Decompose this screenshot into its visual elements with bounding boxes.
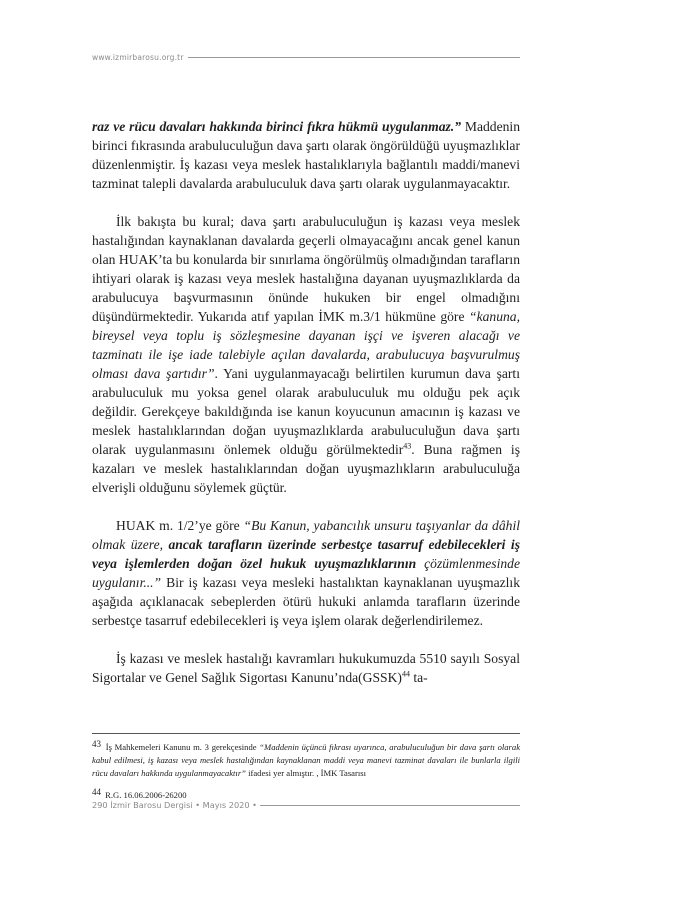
footnote-ref-44[interactable]: 44 xyxy=(401,669,410,679)
footnote-ref-43[interactable]: 43 xyxy=(403,441,412,451)
p1-text: Maddenin birinci fıkrasında arabuluculuğun dava şartı olarak öngörüldüğü uyuşmazlıklar düzenlenmiştir. İş kazası veya meslek hastalıklarıyla bağlantılı maddi/manevi tazminat talepli davalarda arabuluculuk dava şartı olarak uygulanmayacaktır. xyxy=(92,119,520,191)
footer-rule xyxy=(260,805,520,806)
p2-italic-quote: “kanuna, bireysel veya toplu iş sözleşmesine dayanan işçi ve işveren alacağı ve tazminatı ile işe iade talebiyle açılan davalarda, arabulucuya başvurulmuş olması dava şartıdır” xyxy=(92,309,520,381)
paragraph-2 xyxy=(92,212,520,497)
footnote-43-number: 43 xyxy=(92,739,101,749)
p3-text-2: Bir iş kazası veya mesleki hastalıktan kaynaklanan uyuşmazlık aşağıda açıklanacak sebeplerden ötürü hukuki anlamda tarafların üzerinde serbestçe tasarruf edebilecekleri iş veya işlem olarak değerlendirilemez. xyxy=(92,575,520,628)
p2-text-2: . Yani uygulanmayacağı belirtilen kurumun dava şartı arabuluculuk mu yoksa genel olarak arabuluculuk mu olduğu pek açık değildir. Gerekçeye bakıldığında ise kanun koyucunun amacının iş kazası ve meslek hastalıklarından doğan uyuşmazlıklarda arabuluculuğun dava şartı olarak uygulanmasını önlemek olduğu görülmektedir xyxy=(92,366,520,457)
footnote-43-text-2: ifadesi yer almıştır. , İMK Tasarısı xyxy=(245,768,366,778)
p1-bold-italic: raz ve rücu davaları hakkında birinci fıkra hükmü uygulanmaz.” xyxy=(92,119,461,134)
footnote-rule xyxy=(92,733,520,734)
footnote-43-italic: “Maddenin üçüncü fıkrası uyarınca, arabuluculuğun bir dava şartı olarak kabul edilmesi, iş kazası veya meslek hastalığından kaynaklanan maddi veya manevi tazminat davaları ile bunlarla ilgili rücu davaları hakkında uygulanmayacaktır” xyxy=(92,742,521,778)
p3-bold-italic: ancak tarafların üzerinde serbestçe tasarruf edebilecekleri iş veya işlemlerden doğan özel hukuk uyuşmazlıklarının xyxy=(92,537,520,571)
paragraph-3 xyxy=(92,516,520,630)
footnotes xyxy=(92,738,520,802)
p4-text-2: ta- xyxy=(409,670,428,685)
p4-text-1: İş kazası ve meslek hastalığı kavramları hukukumuzda 5510 sayılı Sosyal Sigortalar ve Genel Sağlık Sigortası Kanunu’nda(GSSK) xyxy=(92,651,520,685)
footnote-43-text-1: İş Mahkemeleri Kanunu m. 3 gerekçesinde xyxy=(103,742,260,752)
p2-text-3: . Buna rağmen iş kazaları ve meslek hastalıklarından doğan uyuşmazlıkların arabuluculuğa elverişli olduğunu söylemek güçtür. xyxy=(92,442,520,495)
footnote-44-text: R.G. 16.06.2006-26200 xyxy=(103,790,187,800)
paragraph-1 xyxy=(92,117,520,193)
p3-italic-quote-2: çözümlenmesinde uygulanır...” xyxy=(92,556,520,590)
header-url: www.izmirbarosu.org.tr xyxy=(92,53,184,62)
p3-italic-quote-1: “Bu Kanun, yabancılık unsuru taşıyanlar da dâhil olmak üzere, xyxy=(92,518,521,552)
p2-text-1: İlk bakışta bu kural; dava şartı arabuluculuğun iş kazası veya meslek hastalığından kaynaklanan davalarda geçerli olmayacağını ancak genel kanun olan HUAK’ta bu konularda bir sınırlama öngörülmüş olmadığından tarafların ihtiyari olarak iş kazası veya meslek hastalığına dayanan uyuşmazlıklarda da arabulucuya başvurmasının önünde hukuken bir engel olmadığını düşündürmektedir. Yukarıda atıf yapılan İMK m.3/1 hükmüne göre xyxy=(92,214,520,324)
footnote-43 xyxy=(92,738,520,780)
footer-text: 290 İzmir Barosu Dergisi • Mayıs 2020 • xyxy=(92,800,257,810)
p3-text-1: HUAK m. 1/2’ye göre xyxy=(116,518,244,533)
header-rule xyxy=(188,57,520,58)
body-text xyxy=(92,117,520,687)
page-header xyxy=(92,53,520,62)
footnote-44-number: 44 xyxy=(92,787,101,797)
page-footer xyxy=(92,800,520,810)
paragraph-4 xyxy=(92,649,520,687)
